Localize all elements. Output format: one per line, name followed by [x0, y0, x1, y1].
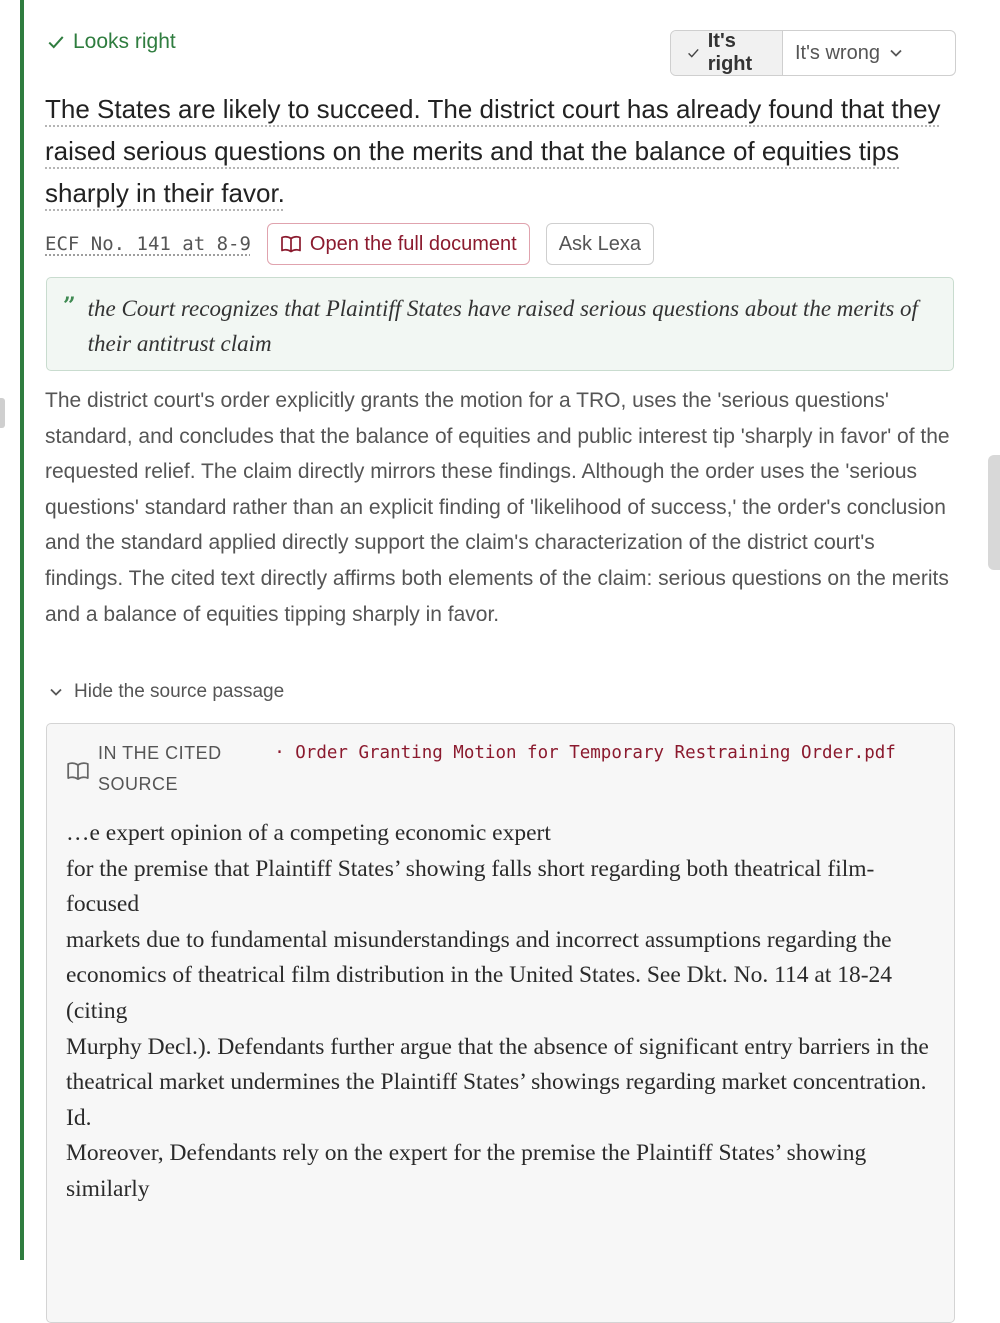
source-line: economics of theatrical film distribution in the United States. See Dkt. No. 114 at 18-24 (citing: [66, 962, 893, 1024]
ask-lexa-button[interactable]: [546, 223, 654, 265]
explanation-text: The district court's order explicitly grants the motion for a TRO, uses the 'serious questions' standard, and concludes that the balance of equities and public interest tip 'sharply in favor' of the requested relief. The claim directly mirrors these findings. Although the order uses the 'serious questions' standard rather than an explicit finding of 'likelihood of success,' the order's conclusion and the standard applied directly support the claim's characterization of the district court's findings. The cited text directly affirms both elements of the claim: serious questions on the merits and a balance of equities tipping sharply in favor.: [45, 389, 950, 626]
source-line: for the premise that Plaintiff States’ showing falls short regarding both theatrical film-focused: [66, 855, 875, 918]
scrollbar-thumb[interactable]: [988, 455, 1000, 570]
quote-icon: ”: [63, 293, 76, 319]
book-icon: [280, 234, 302, 254]
side-panel-handle[interactable]: [0, 398, 5, 428]
status-label: Looks right: [73, 30, 176, 53]
quote-text: the Court recognizes that Plaintiff States have raised serious questions about the merits of their antitrust claim: [87, 296, 918, 356]
check-icon: [47, 33, 65, 51]
source-passage: [46, 723, 955, 1323]
source-line: theatrical market undermines the Plaintiff States’ showings regarding market concentration. Id.: [66, 1069, 927, 1131]
source-line: …e expert opinion of a competing economic expert: [66, 820, 551, 846]
status-indicator: [47, 30, 176, 54]
its-right-label: It's right: [707, 30, 753, 75]
source-excerpt: [66, 816, 936, 1208]
source-line: Moreover, Defendants rely on the expert for the premise the Plaintiff States’ showing similarly: [66, 1140, 867, 1202]
open-full-document-button[interactable]: [267, 223, 530, 265]
verdict-rail: [20, 0, 24, 1260]
its-wrong-label: It's wrong: [795, 41, 880, 64]
its-wrong-button[interactable]: [783, 31, 955, 75]
citation-reference[interactable]: ECF No. 141 at 8-9: [45, 233, 251, 255]
claim-text: [45, 88, 960, 214]
check-icon: [687, 45, 700, 61]
source-label: IN THE CITED SOURCE: [98, 743, 222, 794]
source-filename[interactable]: · Order Granting Motion for Temporary Restraining Order.pdf: [274, 743, 896, 763]
verdict-toggle: [670, 30, 956, 76]
source-header: [66, 738, 934, 816]
claim-sentence[interactable]: The States are likely to succeed. The district court has already found that they raised serious questions on the merits and that the balance of equities tips sharply in their favor.: [45, 94, 941, 208]
open-full-document-label: Open the full document: [309, 232, 517, 255]
source-line: Murphy Decl.). Defendants further argue that the absence of significant entry barriers in the: [66, 1033, 929, 1060]
hide-source-toggle[interactable]: [48, 681, 284, 703]
its-right-button[interactable]: [671, 31, 783, 75]
ask-lexa-label: Ask Lexa: [558, 232, 641, 255]
book-icon: [66, 760, 90, 782]
chevron-down-icon: [888, 45, 904, 61]
chevron-down-icon: [48, 684, 64, 700]
hide-source-label: Hide the source passage: [74, 681, 285, 702]
citation-row: [45, 223, 654, 265]
source-line: markets due to fundamental misunderstandings and incorrect assumptions regarding the: [66, 926, 892, 953]
cited-quote: [46, 277, 954, 371]
